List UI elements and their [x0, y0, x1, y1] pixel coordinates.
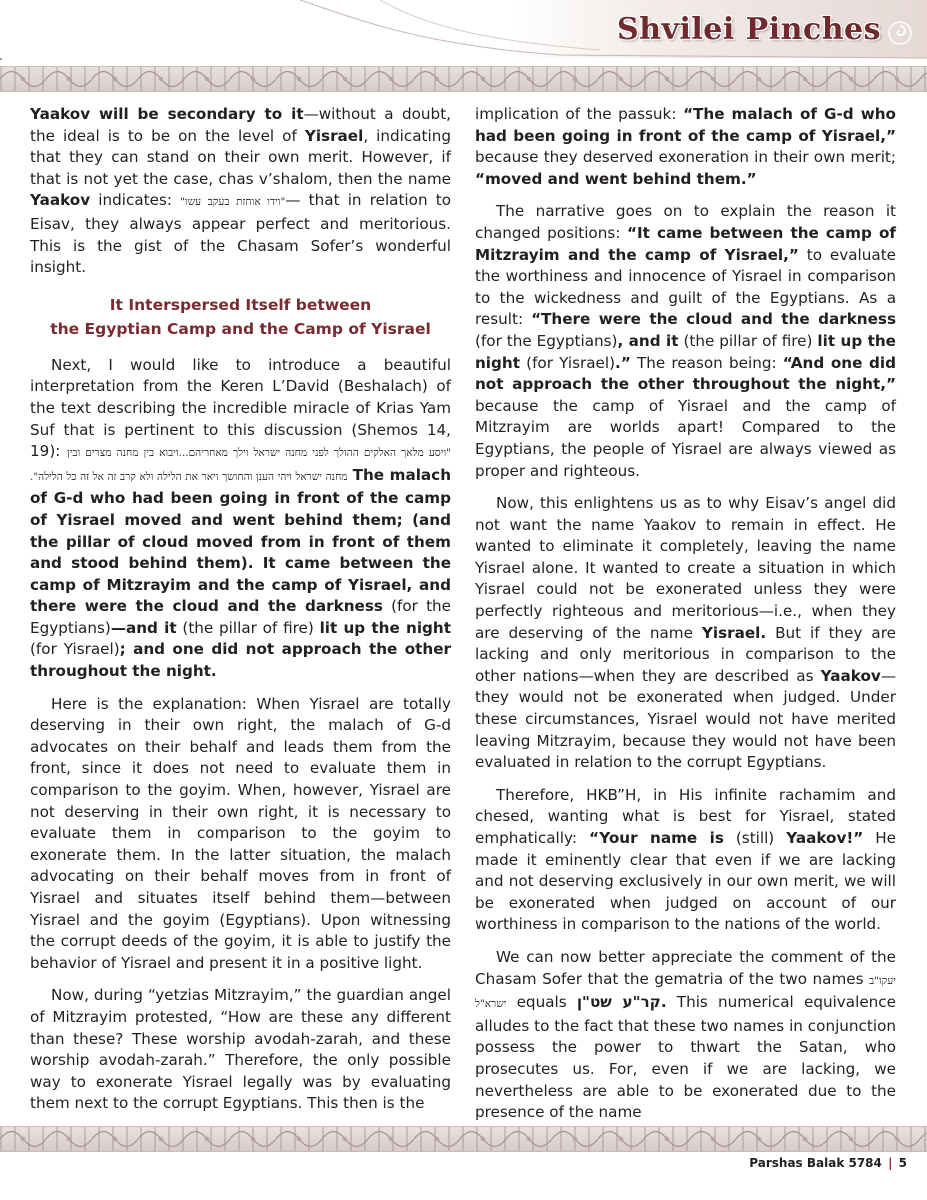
body-text: We can now better appreciate the comment of the Chasam Sofer that the gematria of the two names	[475, 947, 896, 988]
footer-separator: |	[888, 1156, 893, 1170]
body-text: He made it eminently clear that even if we are lacking and not deserving exclusively in our own merit, we will be exonerated when judged on account of our worthiness in comparison to the nations of the world.	[475, 829, 897, 934]
page-header	[0, 0, 927, 58]
ornament-pattern-icon	[0, 67, 927, 91]
bold-text: Yisrael	[304, 126, 364, 145]
bold-text: “It came between the camp of Mitzrayim and the camp of Yisrael,”	[475, 223, 896, 264]
bold-text: Yaakov	[30, 191, 91, 210]
bold-text: Yaakov will be secondary to it	[30, 105, 304, 123]
bold-text: .”	[615, 353, 631, 372]
paragraph	[30, 104, 451, 279]
swirl-ornament-icon	[887, 20, 913, 46]
body-text: (the pillar of fire)	[678, 331, 818, 350]
running-header-title: Shvilei Pinches	[617, 12, 881, 47]
body-text: This numerical equivalence alludes to the fact that these two names in conjunction possess the power to thwart the Satan, who prosecutes us. For, even if we are lacking, we nevertheless are able to be exonerated due to the presence of the name	[475, 993, 896, 1122]
bold-text: The malach of G-d who had been going in front of the camp of Yisrael moved and went behind them; (and the pillar of cloud moved from in front of them and stood behind them). It came between the camp of Mitzrayim and the camp of Yisrael, and there were the cloud and the darkness	[30, 465, 451, 616]
bold-text: “The malach of G-d who had been going in front of the camp of Yisrael,”	[475, 105, 896, 145]
body-text: But if they are lacking and only meritorious in comparison to the other nations—when they are described as	[475, 623, 896, 685]
page-footer	[749, 1156, 907, 1170]
body-text: equals	[506, 993, 577, 1012]
body-text: The reason being:	[630, 353, 783, 372]
bold-text: “moved and went behind them.”	[475, 169, 757, 188]
paragraph	[475, 493, 896, 774]
bold-text: Yaakov	[820, 666, 881, 685]
body-text: (for the Egyptians)	[475, 331, 618, 350]
body-text: to evaluate the worthiness and innocence of Yisrael in comparison to the wickedness and guilt of the Egyptians. As a result:	[475, 245, 896, 329]
body-text: —they would not be exonerated when judged. Under these circumstances, Yisrael would not have merited leaving Mitzrayim, because they would not have been evaluated in relation to the corrupt Egyptians.	[475, 666, 896, 772]
section-heading-line-1: It Interspersed Itself between	[109, 295, 372, 314]
bold-text: lit up the night	[319, 618, 451, 637]
body-text: (for Yisrael)	[30, 640, 120, 659]
body-text: implication of the passuk:	[475, 105, 684, 123]
bold-text: Yaakov!”	[786, 829, 864, 847]
bold-text: ; and one did not approach the other throughout the night.	[30, 640, 451, 681]
section-heading-line-2: the Egyptian Camp and the Camp of Yisrael	[50, 319, 431, 338]
body-text: because the camp of Yisrael and the camp of Mitzrayim are worlds apart! Compared to the Egyptians, the people of Yisrael are always viewed as proper and righteous.	[475, 396, 896, 480]
bold-text: Yisrael.	[701, 623, 767, 642]
body-text: The narrative goes on to explain the reason it changed positions:	[475, 202, 896, 242]
body-text: (for the Egyptians)	[30, 597, 451, 637]
hebrew-quote: "ויסע מלאך האלקים ההולך לפני מחנה ישראל וילך מאחריהם...ויבוא בין מחנה מצרים ובין מחנה ישראל ויהי הענן והחושך ויאר את הלילה ולא קרב זה אל זה כל הלילה".	[30, 447, 451, 483]
paragraph	[475, 104, 896, 190]
body-text: Next, I would like to introduce a beautiful interpretation from the Keren L’David (Beshalach) of the text describing the incredible miracle of Krias Yam Suf that is pertinent to this discussion (Shemos 14, 19):	[30, 355, 451, 461]
bold-text: , and it	[617, 331, 679, 350]
bottom-ornament-band	[0, 1126, 927, 1152]
body-text: (the pillar of fire)	[176, 618, 320, 637]
body-text: because they deserved exoneration in their own merit;	[475, 148, 896, 167]
top-ornament-band	[0, 66, 927, 92]
body-text: —without a doubt, the ideal is to be on the level of	[30, 105, 451, 145]
left-text-column	[30, 104, 451, 1126]
bold-text: “There were the cloud and the darkness	[531, 310, 896, 329]
paragraph	[30, 985, 451, 1115]
body-text: Therefore, HKB”H, in His infinite rachamim and chesed, wanting what is best for Yisrael, stated emphatically:	[475, 785, 896, 847]
body-text: Now, during “yetzias Mitzrayim,” the guardian angel of Mitzrayim protested, “How are these any different than these? These worship avodah-zarah, and these worship avodah-zarah.” Therefore, the only possible way to exonerate Yisrael legally was by evaluating them next to the corrupt Egyptians. This then is the	[30, 986, 451, 1113]
body-text: (still)	[723, 829, 787, 847]
body-text: (for Yisrael)	[519, 353, 616, 372]
body-text: indicates:	[90, 191, 181, 210]
paragraph	[30, 694, 451, 975]
right-text-column	[475, 104, 896, 1135]
body-text: Now, this enlightens us as to why Eisav’s angel did not want the name Yaakov to remain in effect. He wanted to eliminate it completely, leaving the name Yisrael alone. It wanted to create a situation in which Yisrael could not be exonerated unless they were perfectly righteous and meritorious—i.e., when they are deserving of the name	[475, 494, 896, 642]
bold-text: קר"ע שט"ן.	[576, 993, 667, 1012]
paragraph	[475, 201, 896, 482]
bold-text: lit up the night	[475, 331, 896, 372]
footer-issue-label: Parshas Balak 5784	[749, 1156, 882, 1170]
ornament-pattern-icon	[0, 1127, 927, 1151]
paragraph	[475, 947, 896, 1124]
hebrew-quote: "וידו אוחזת בעקב עשו"	[180, 196, 286, 209]
paragraph	[30, 355, 451, 683]
bold-text: “And one did not approach the other throughout the night,”	[475, 353, 896, 394]
bold-text: —and it	[110, 618, 177, 637]
body-text: Here is the explanation: When Yisrael are totally deserving in their own right, the malach of G-d advocates on their behalf and leads them from the front, since it does not need to evaluate them in comparison to the goyim. When, however, Yisrael are not deserving in their own right, it is necessary to evaluate them in comparison to the goyim to exonerate them. In the latter situation, the malach advocating on their behalf moves from in front of Yisrael and situates itself behind them—between Yisrael and the goyim (Egyptians). Upon witnessing the corrupt deeds of the goyim, it is able to justify the behavior of Yisrael and present it in a positive light.	[30, 694, 451, 972]
body-text: — that in relation to Eisav, they always appear perfect and meritorious. This is the gist of the Chasam Sofer’s wonderful insight.	[30, 191, 451, 277]
bold-text: “Your name is	[588, 829, 724, 847]
page-number: 5	[898, 1156, 907, 1170]
paragraph	[475, 785, 896, 936]
hebrew-quote: יעקו"ב ישרא"ל	[475, 974, 896, 1011]
body-text: , indicating that they can stand on their own merit. However, if that is not yet the case, chas v’shalom, then the name	[30, 126, 451, 188]
section-heading	[30, 293, 451, 341]
